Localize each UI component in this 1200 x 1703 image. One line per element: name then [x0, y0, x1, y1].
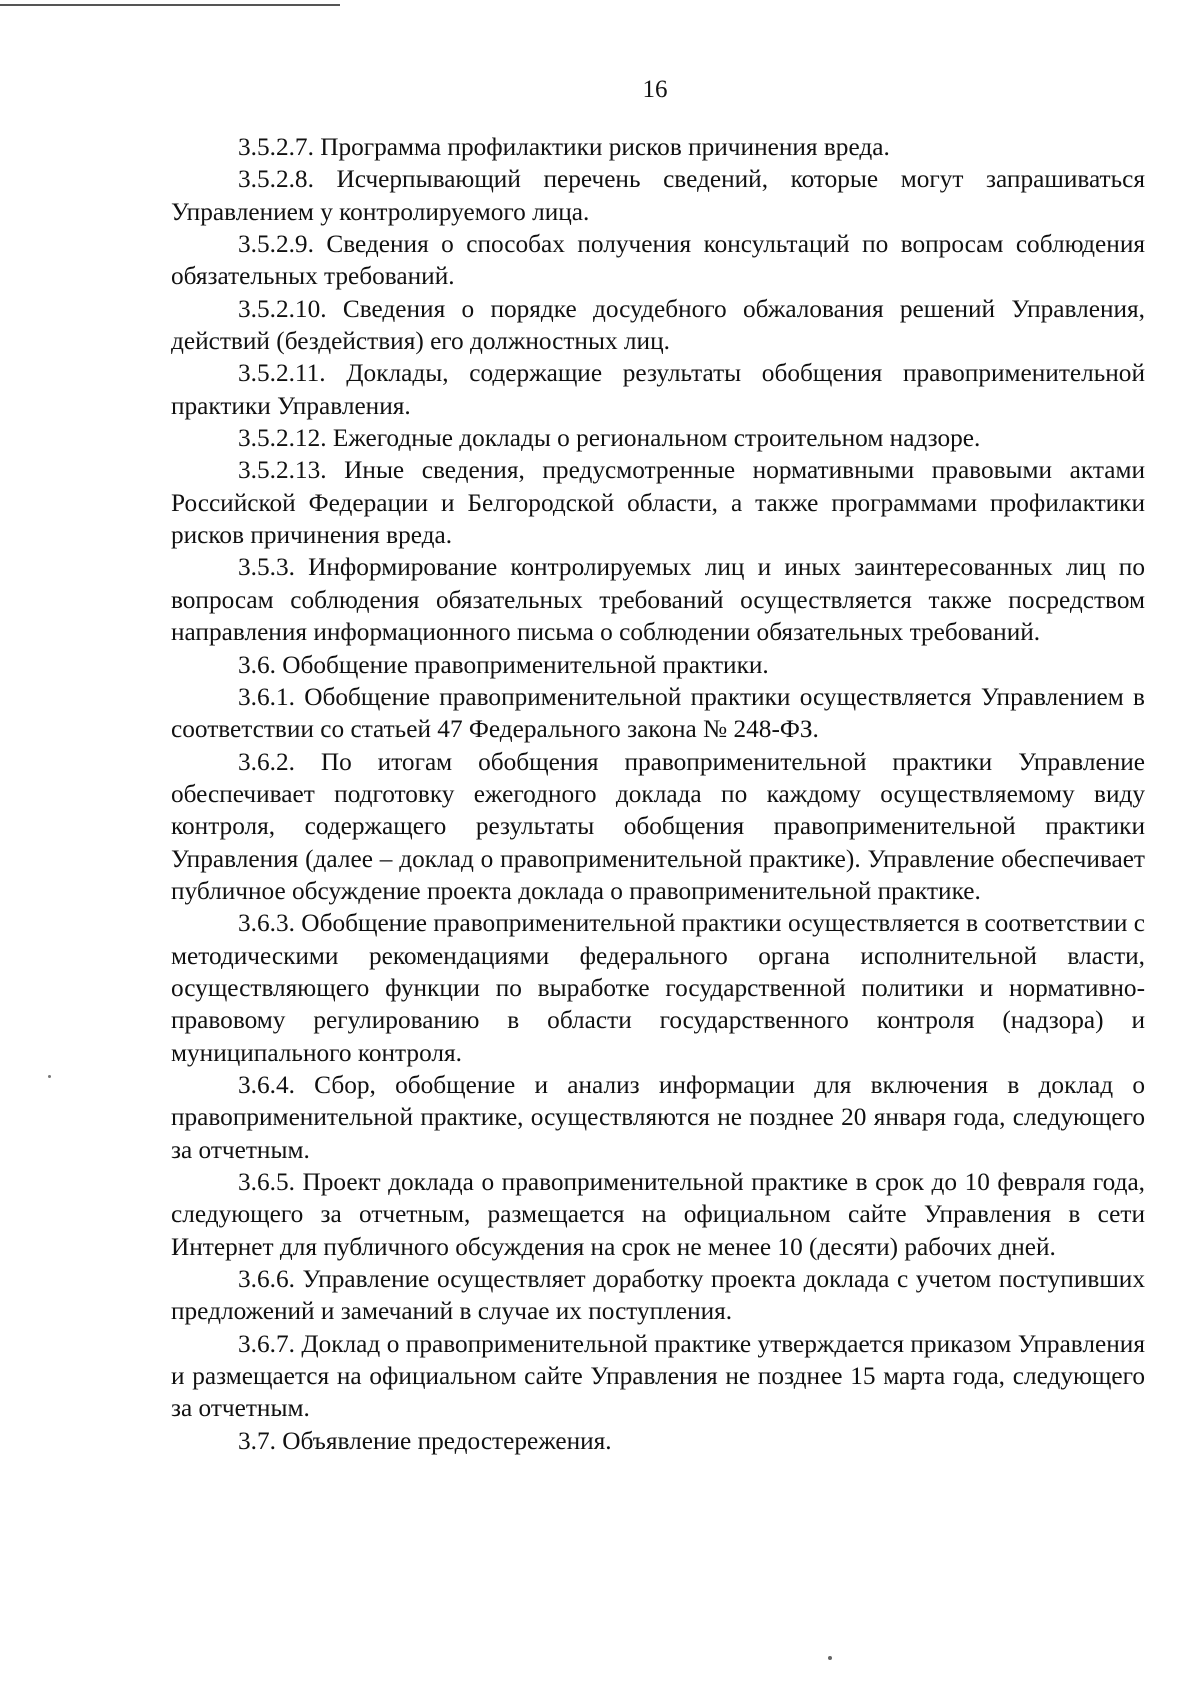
paragraph-3-5-2-12: 3.5.2.12. Ежегодные доклады о региональном строительном надзоре.	[238, 424, 981, 453]
paragraph-3-6-5: 3.6.5. Проект доклада о правоприменительной практике в срок до 10 февраля года, следующего за отчетным, размещается на официальном сайте Управления в сети Интернет для публичного обсуждения на срок не менее 10 (десяти) рабочих дней.	[171, 1168, 1145, 1261]
paragraph-3-6-6: 3.6.6. Управление осуществляет доработку проекта доклада с учетом поступивших предложений и замечаний в случае их поступления.	[171, 1265, 1145, 1326]
paragraph-3-5-2-9: 3.5.2.9. Сведения о способах получения консультаций по вопросам соблюдения обязательных требований.	[171, 230, 1145, 291]
page-number: 16	[642, 76, 668, 103]
paragraph-3-5-3: 3.5.3. Информирование контролируемых лиц и иных заинтересованных лиц по вопросам соблюдения обязательных требований осуществляется также посредством направления информационного письма о соблюдении обязательных требований.	[171, 553, 1145, 647]
paragraph-3-5-2-10: 3.5.2.10. Сведения о порядке досудебного обжалования решений Управления, действий (бездействия) его должностных лиц.	[171, 294, 1145, 356]
paragraph-3-6-4: 3.6.4. Сбор, обобщение и анализ информации для включения в доклад о правоприменительной практике, осуществляются не позднее 20 января года, следующего за отчетным.	[171, 1070, 1145, 1164]
paragraph-3-5-2-7: 3.5.2.7. Программа профилактики рисков причинения вреда.	[238, 133, 890, 161]
scan-speck	[48, 1075, 51, 1078]
paragraph-3-6-2: 3.6.2. По итогам обобщения правоприменительной практики Управление обеспечивает подготовку ежегодного доклада по каждому осуществляемому виду контроля, содержащего результаты обобщения правоприменительной практики Управления (далее – доклад о правоприменительной практике). Управление обеспечивает публичное обсуждение проекта доклада о правоприменительной практике.	[171, 747, 1145, 905]
scan-artifact-line	[0, 4, 340, 6]
paragraph-3-6-1: 3.6.1. Обобщение правоприменительной практики осуществляется Управлением в соответствии со статьей 47 Федерального закона № 248-ФЗ.	[171, 682, 1145, 744]
paragraph-3-7: 3.7. Объявление предостережения.	[238, 1426, 612, 1455]
paragraph-3-5-2-13: 3.5.2.13. Иные сведения, предусмотренные нормативными правовыми актами Российской Федерации и Белгородской области, а также программами профилактики рисков причинения вреда.	[171, 456, 1145, 550]
paragraph-3-6-7: 3.6.7. Доклад о правоприменительной практике утверждается приказом Управления и размещается на официальном сайте Управления не позднее 15 марта года, следующего за отчетным.	[171, 1329, 1145, 1423]
paragraph-3-5-2-11: 3.5.2.11. Доклады, содержащие результаты обобщения правоприменительной практики Управления.	[171, 359, 1145, 420]
paragraph-3-6-3: 3.6.3. Обобщение правоприменительной практики осуществляется в соответствии с методическими рекомендациями федерального органа исполнительной власти, осуществляющего функции по выработке государственной политики и нормативно-правовому регулированию в области государственного контроля (надзора) и муниципального контроля.	[171, 909, 1145, 1067]
document-body	[171, 131, 1145, 1457]
paragraph-3-5-2-8: 3.5.2.8. Исчерпывающий перечень сведений, которые могут запрашиваться Управлением у контролируемого лица.	[171, 165, 1145, 226]
scan-speck	[828, 1656, 832, 1660]
paragraph-3-6: 3.6. Обобщение правоприменительной практики.	[238, 650, 769, 679]
